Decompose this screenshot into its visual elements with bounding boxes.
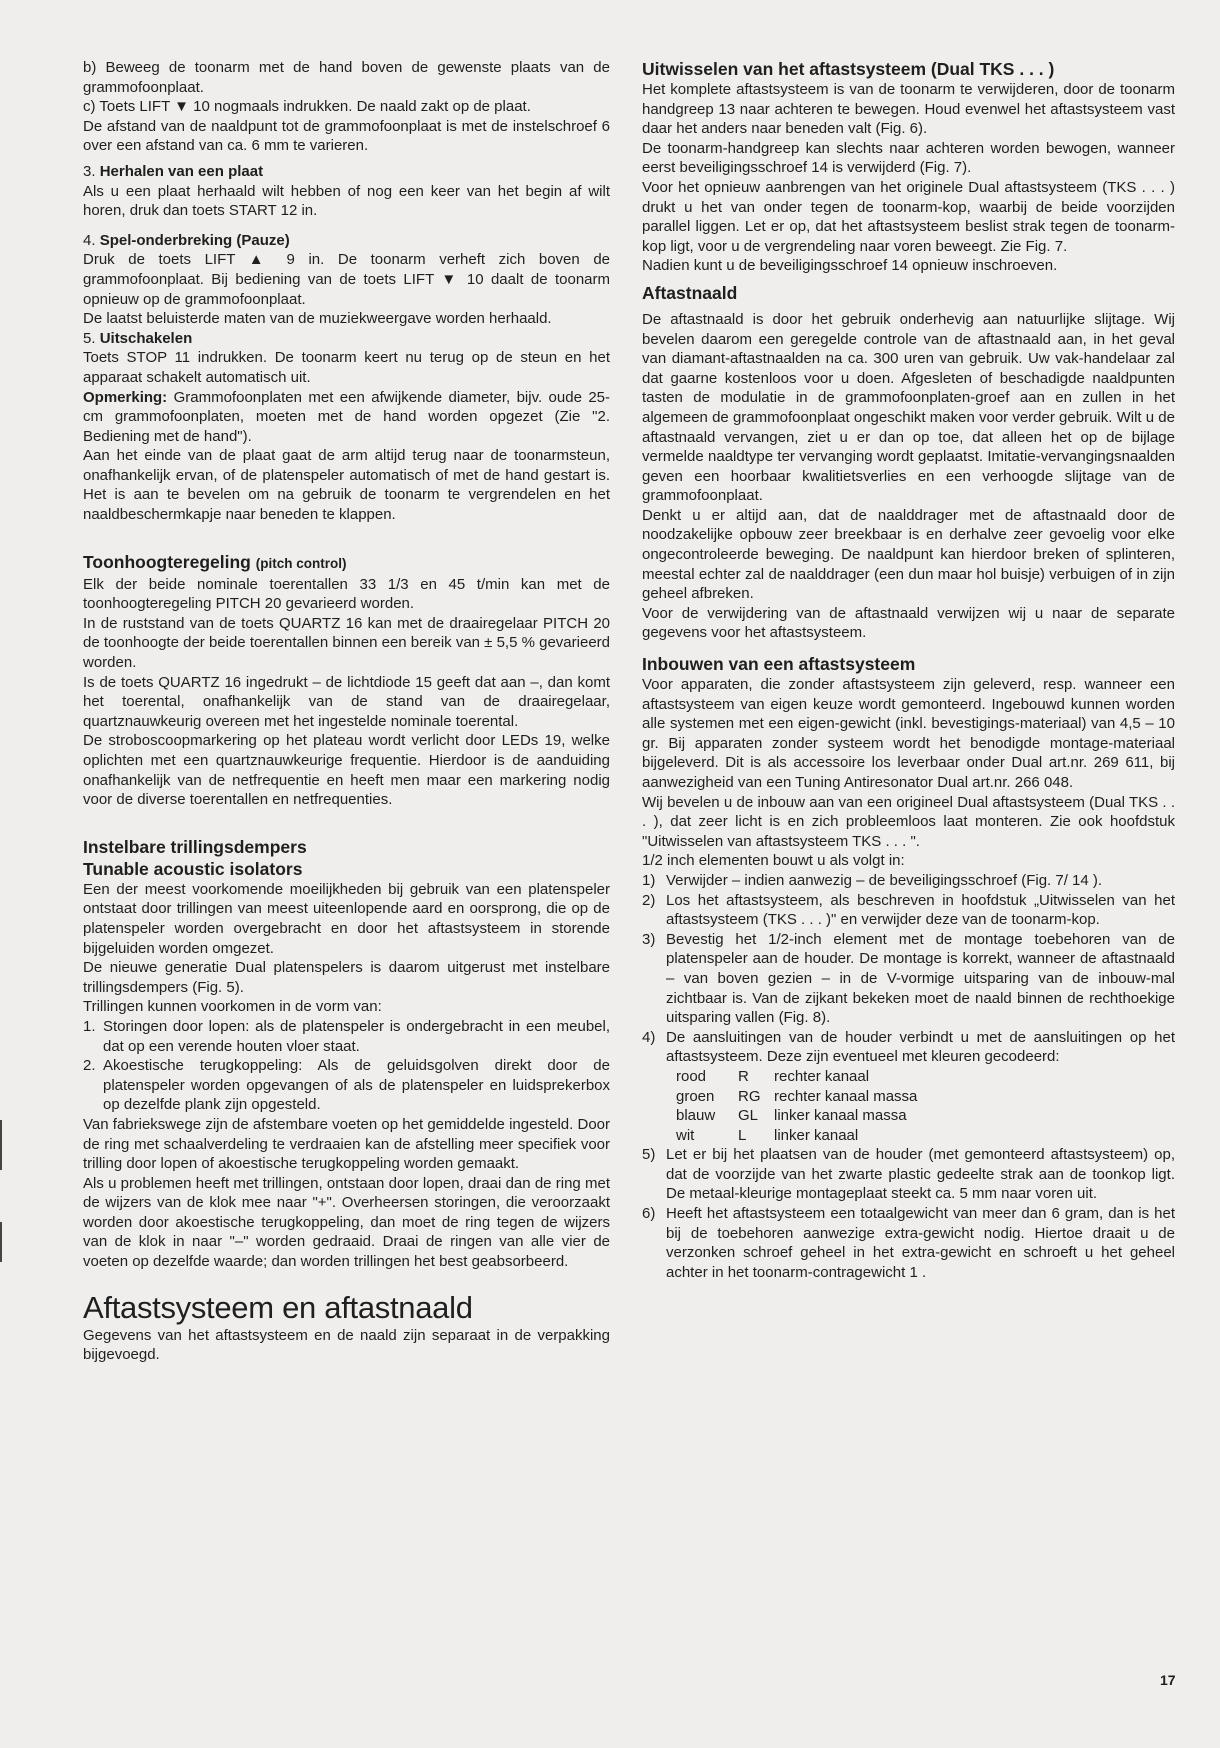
section-title-isolators: Instelbare trillingsdempers bbox=[83, 836, 307, 857]
subheading-herhalen bbox=[83, 162, 610, 182]
list-number: 4) bbox=[642, 1028, 656, 1046]
paragraph: Gegevens van het aftastsysteem en de naald zijn separaat in de verpakking bijgevoegd. bbox=[83, 1326, 610, 1364]
list-text: Bevestig het 1/2-inch element met de montage toebehoren van de platenspeler aan de houder. De montage is korrekt, wanneer de aftastnaald – van boven gezien – in de V-vormige uitsparing van de inbouw-mal zichtbaar is. Van de zijkant bekeken moet de naald binnen de rechthoekige uitsparing vallen (Fig. 8). bbox=[666, 930, 1175, 1027]
paragraph: Voor het opnieuw aanbrengen van het originele Dual aftastsysteem (TKS . . . ) drukt u het van onder tegen de toonarm-kop, waarbij de beide voorzijden parallel liggen. Let er op, dat het aftastsysteem beslist strak tegen de toonarm-kop ligt, voor u de vergrendeling naar voren beweegt. Zie Fig. 7. bbox=[642, 178, 1175, 255]
paragraph: Trillingen kunnen voorkomen in de vorm van: bbox=[83, 998, 382, 1016]
paragraph: Van fabriekswege zijn de afstembare voeten op het gemiddelde ingesteld. Door de ring met schaalverdeling te verdraaien kan de afstelling meer specifiek voor trilling door lopen of akoestische terugkoppeling worden gemaakt. bbox=[83, 1115, 610, 1173]
color-desc: linker kanaal massa bbox=[774, 1107, 907, 1125]
paragraph: De laatst beluisterde maten van de muziekweergave worden herhaald. bbox=[83, 310, 552, 328]
page-number: 17 bbox=[1160, 1672, 1176, 1688]
subheading-uitschakelen bbox=[83, 329, 610, 349]
color-desc: rechter kanaal massa bbox=[774, 1087, 918, 1105]
paragraph: De stroboscoopmarkering op het plateau wordt verlicht door LEDs 19, welke oplichten met een quartznauwkeurige frequentie. Hierdoor is de aanduiding onafhankelijk van de netfrequentie en heeft men maar een markering nodig voor de diverse toerentallen en netfrequenties. bbox=[83, 732, 610, 809]
note-label: Opmerking: bbox=[83, 388, 168, 406]
note-text: Grammofoonplaten met een afwijkende diameter, bijv. oude 25-cm grammofoonplaten, moeten met de hand worden opgezet (Zie "2. Bediening met de hand"). bbox=[83, 388, 610, 445]
paragraph: De afstand van de naaldpunt tot de grammofoonplaat is met de instelschroef 6 over een afstand van ca. 6 mm te varieren. bbox=[83, 117, 610, 155]
paragraph: Als u problemen heeft met trillingen, ontstaan door lopen, draai dan de ring met de wijzers van de klok mee naar "+". Overheersen storingen, die veroorzaakt worden door akoestische terugkoppeling, dan moet de ring tegen de wijzers van de klok in naar "–" worden gedraaid. Draai de ringen van alle vier de voeten op dezelfde waarde; dan worden trillingen het best geabsorbeerd. bbox=[83, 1174, 610, 1271]
color-code-row bbox=[676, 1126, 1175, 1146]
list-text: De aansluitingen van de houder verbindt u met de aansluitingen op het aftastsysteem. Deze zijn eventueel met kleuren gecodeerd: bbox=[666, 1028, 1175, 1066]
paragraph: Wij bevelen u de inbouw aan van een origineel Dual aftastsysteem (Dual TKS . . . ), dat zeer licht is en zich probleemloos laat monteren. Zie ook hoofdstuk "Uitwisselen van aftastsysteem TKS . . . ". bbox=[642, 793, 1175, 850]
color-code-table bbox=[676, 1067, 1175, 1145]
paragraph: De toonarm-handgreep kan slechts naar achteren worden bewogen, wanneer eerst beveiligingsschroef 14 is verwijderd (Fig. 7). bbox=[642, 139, 1175, 177]
list-number: 1. bbox=[83, 1017, 96, 1035]
subheading-number: 3. bbox=[83, 162, 96, 180]
section-title-text: Toonhoogteregeling bbox=[83, 551, 251, 572]
list-text: Los het aftastsysteem, als beschreven in hoofdstuk „Uitwisselen van het aftastsysteem (TKS . . . )" en verwijder deze van de toonarm-kop. bbox=[666, 891, 1175, 929]
paragraph: Is de toets QUARTZ 16 ingedrukt – de lichtdiode 15 geeft dat aan –, dan komt het toerental, onafhankelijk van de stand van de draairegelaar, quartznauwkeurig overeen met het ingestelde nominale toerental. bbox=[83, 673, 610, 730]
list-item bbox=[83, 1017, 610, 1056]
paragraph: Nadien kunt u de beveiligingsschroef 14 opnieuw inschroeven. bbox=[642, 257, 1058, 275]
subheading-text: Herhalen van een plaat bbox=[99, 162, 264, 180]
list-item bbox=[83, 1056, 610, 1115]
list-item bbox=[642, 1028, 1175, 1067]
section-title-isolators-en: Tunable acoustic isolators bbox=[83, 858, 303, 879]
subheading-text: Uitschakelen bbox=[99, 329, 193, 347]
paragraph: b) Beweeg de toonarm met de hand boven de gewenste plaats van de grammofoonplaat. bbox=[83, 59, 610, 96]
margin-mark bbox=[0, 1120, 2, 1170]
list-number: 2. bbox=[83, 1057, 96, 1075]
list-item bbox=[642, 1204, 1175, 1282]
list-item bbox=[642, 871, 1175, 891]
color-desc: rechter kanaal bbox=[774, 1067, 870, 1085]
paragraph: Het komplete aftastsysteem is van de toonarm te verwijderen, door de toonarm handgreep 13 naar achteren te bewegen. Houd evenwel het aftastsysteem vast daar het anders naar beneden valt (Fig. 6). bbox=[642, 81, 1175, 138]
paragraph: Denkt u er altijd aan, dat de naalddrager met de aftastnaald door de noodzakelijke opbouw zeer breekbaar is en derhalve zeer gevoelig voor elke ongecontroleerde beweging. De naaldpunt kan hierdoor breken of splinteren, meestal echter zal de naalddrager (een dun maar hol buisje) verbuigen of in zijn geheel afbreken. bbox=[642, 506, 1175, 603]
list-number: 1) bbox=[642, 871, 656, 889]
note-paragraph bbox=[83, 388, 610, 447]
paragraph: c) Toets LIFT ▼ 10 nogmaals indrukken. De naald zakt op de plaat. bbox=[83, 98, 531, 116]
list-item bbox=[642, 891, 1175, 930]
paragraph: In de ruststand van de toets QUARTZ 16 kan met de draairegelaar PITCH 20 de toonhoogte der beide toerentallen binnen een bereik van ± 5,5 % gevarieerd worden. bbox=[83, 614, 610, 672]
list-number: 3) bbox=[642, 930, 656, 948]
paragraph: Elk der beide nominale toerentallen 33 1/3 en 45 t/min kan met de toonhoogteregeling PITCH 20 gevarieerd worden. bbox=[83, 575, 610, 613]
section-title-aftastnaald: Aftastnaald bbox=[642, 282, 738, 303]
color-code: GL bbox=[738, 1107, 759, 1125]
paragraph: Aan het einde van de plaat gaat de arm altijd terug naar de toonarmsteun, onafhankelijk ervan, of de platenspeler automatisch of met de hand gestart is. Het is aan te bevelen om na gebruik de toonarm te vergrendelen en het naaldbeschermkapje naar beneden te klappen. bbox=[83, 447, 610, 524]
list-number: 2) bbox=[642, 891, 656, 909]
list-item bbox=[642, 930, 1175, 1028]
color-name: rood bbox=[676, 1067, 707, 1085]
color-name: wit bbox=[676, 1126, 695, 1144]
paragraph: Voor apparaten, die zonder aftastsysteem zijn geleverd, resp. wanneer een aftastsysteem van eigen keuze wordt gemonteerd. Ingebouwd kunnen worden alle systemen met een eigen-gewicht (inkl. bevestigings-materiaal) van 4,5 – 10 gr. Bij apparaten zonder systeem wordt het benodigde montage-materiaal bijgeleverd. Dit is als accessoire los leverbaar onder Dual art.nr. 269 611, bij aanwezigheid van een Tuning Antiresonator Dual art.nr. 266 048. bbox=[642, 676, 1175, 791]
subheading-number: 4. bbox=[83, 231, 96, 249]
chapter-title: Aftastsysteem en aftastnaald bbox=[83, 1289, 473, 1325]
paragraph: Als u een plaat herhaald wilt hebben of nog een keer van het begin af wilt horen, druk dan toets START 12 in. bbox=[83, 182, 610, 220]
list-item bbox=[642, 1145, 1175, 1204]
paragraph: Een der meest voorkomende moeilijkheden bij gebruik van een platenspeler ontstaat door trillingen van meest uiteenlopende aard en oorsprong, die op de platenspeler worden overgebracht en door het aftastsysteem in storende bijgeluiden worden omgezet. bbox=[83, 880, 610, 957]
subheading-text: Spel-onderbreking (Pauze) bbox=[99, 231, 290, 249]
subheading-number: 5. bbox=[83, 329, 96, 347]
list-text: Let er bij het plaatsen van de houder (met gemonteerd aftastsysteem) op, dat de voorzijde van het zwarte plastic gedeelte strak aan de toonkop ligt. De metaal-kleurige montageplaat steekt ca. 5 mm naar voren uit. bbox=[666, 1146, 1175, 1203]
list-number: 5) bbox=[642, 1146, 656, 1164]
section-title-inbouwen: Inbouwen van een aftastsysteem bbox=[642, 654, 916, 675]
list-text: Storingen door lopen: als de platenspeler is ondergebracht in een meubel, dat op een verende houten vloer staat. bbox=[103, 1017, 610, 1055]
list-text: Verwijder – indien aanwezig – de beveiligingsschroef (Fig. 7/ 14 ). bbox=[666, 871, 1103, 889]
subheading-pauze bbox=[83, 231, 610, 251]
paragraph: De aftastnaald is door het gebruik onderhevig aan natuurlijke slijtage. Wij bevelen daarom een geregelde controle van de aftastnaald aan, in het geval van diamant-aftastnaalden na ca. 300 uren van gebruik. Uw vak-handelaar zal dat gaarne kostenloos voor u doen. Afgesleten of beschadigde naaldpunten tasten de modulatie in de grammofoonplaten-groef aan en zullen in het algemeen de grammofoonplaat ongeschikt maken voor verder gebruik. Wilt u de aftastnaald vervangen, ziet u er dan op toe, dat alleen het op de bijlage vermelde naaldtype ter vervanging wordt geplaatst. Imitatie-vervangingsnaalden geven een hoorbaar kwalitietsverlies en een verhoogde slijtage van de grammofoonplaat. bbox=[642, 310, 1175, 505]
section-title-suffix: (pitch control) bbox=[255, 555, 347, 571]
right-column bbox=[642, 58, 1175, 1282]
section-title-tks: Uitwisselen van het aftastsysteem (Dual TKS . . . ) bbox=[642, 59, 1055, 79]
list-text: Heeft het aftastsysteem een totaalgewicht van meer dan 6 gram, dan is het bij de toebehoren aanwezige extra-gewicht nodig. Hiertoe draait u de verzonken schroef geheel in het extra-gewicht en schroeft u het geheel achter in het toonarm-contragewicht 1 . bbox=[666, 1205, 1175, 1281]
list-number: 6) bbox=[642, 1205, 656, 1223]
color-code: RG bbox=[738, 1087, 761, 1105]
section-title-pitch bbox=[83, 551, 610, 575]
paragraph: Voor de verwijdering van de aftastnaald verwijzen wij u naar de separate gegevens voor het aftastsysteem. bbox=[642, 604, 1175, 642]
paragraph: 1/2 inch elementen bouwt u als volgt in: bbox=[642, 852, 905, 870]
list-text: Akoestische terugkoppeling: Als de geluidsgolven direkt door de platenspeler worden opgevangen of als de platenspeler en luidsprekerbox op dezelfde plank zijn opgesteld. bbox=[103, 1057, 610, 1114]
color-code-row bbox=[676, 1087, 1175, 1107]
left-column bbox=[83, 58, 610, 1365]
color-desc: linker kanaal bbox=[774, 1126, 859, 1144]
color-name: blauw bbox=[676, 1107, 716, 1125]
paragraph: Toets STOP 11 indrukken. De toonarm keert nu terug op de steun en het apparaat schakelt automatisch uit. bbox=[83, 349, 610, 386]
color-code-row bbox=[676, 1106, 1175, 1126]
margin-mark bbox=[0, 1222, 2, 1262]
color-code: L bbox=[738, 1126, 747, 1144]
paragraph: Druk de toets LIFT ▲ 9 in. De toonarm verheft zich boven de grammofoonplaat. Bij bediening van de toets LIFT ▼ 10 daalt de toonarm opnieuw op de grammofoonplaat. bbox=[83, 251, 610, 308]
color-code: R bbox=[738, 1067, 749, 1085]
paragraph: De nieuwe generatie Dual platenspelers is daarom uitgerust met instelbare trillingsdempers (Fig. 5). bbox=[83, 959, 610, 996]
color-code-row bbox=[676, 1067, 1175, 1087]
color-name: groen bbox=[676, 1087, 715, 1105]
